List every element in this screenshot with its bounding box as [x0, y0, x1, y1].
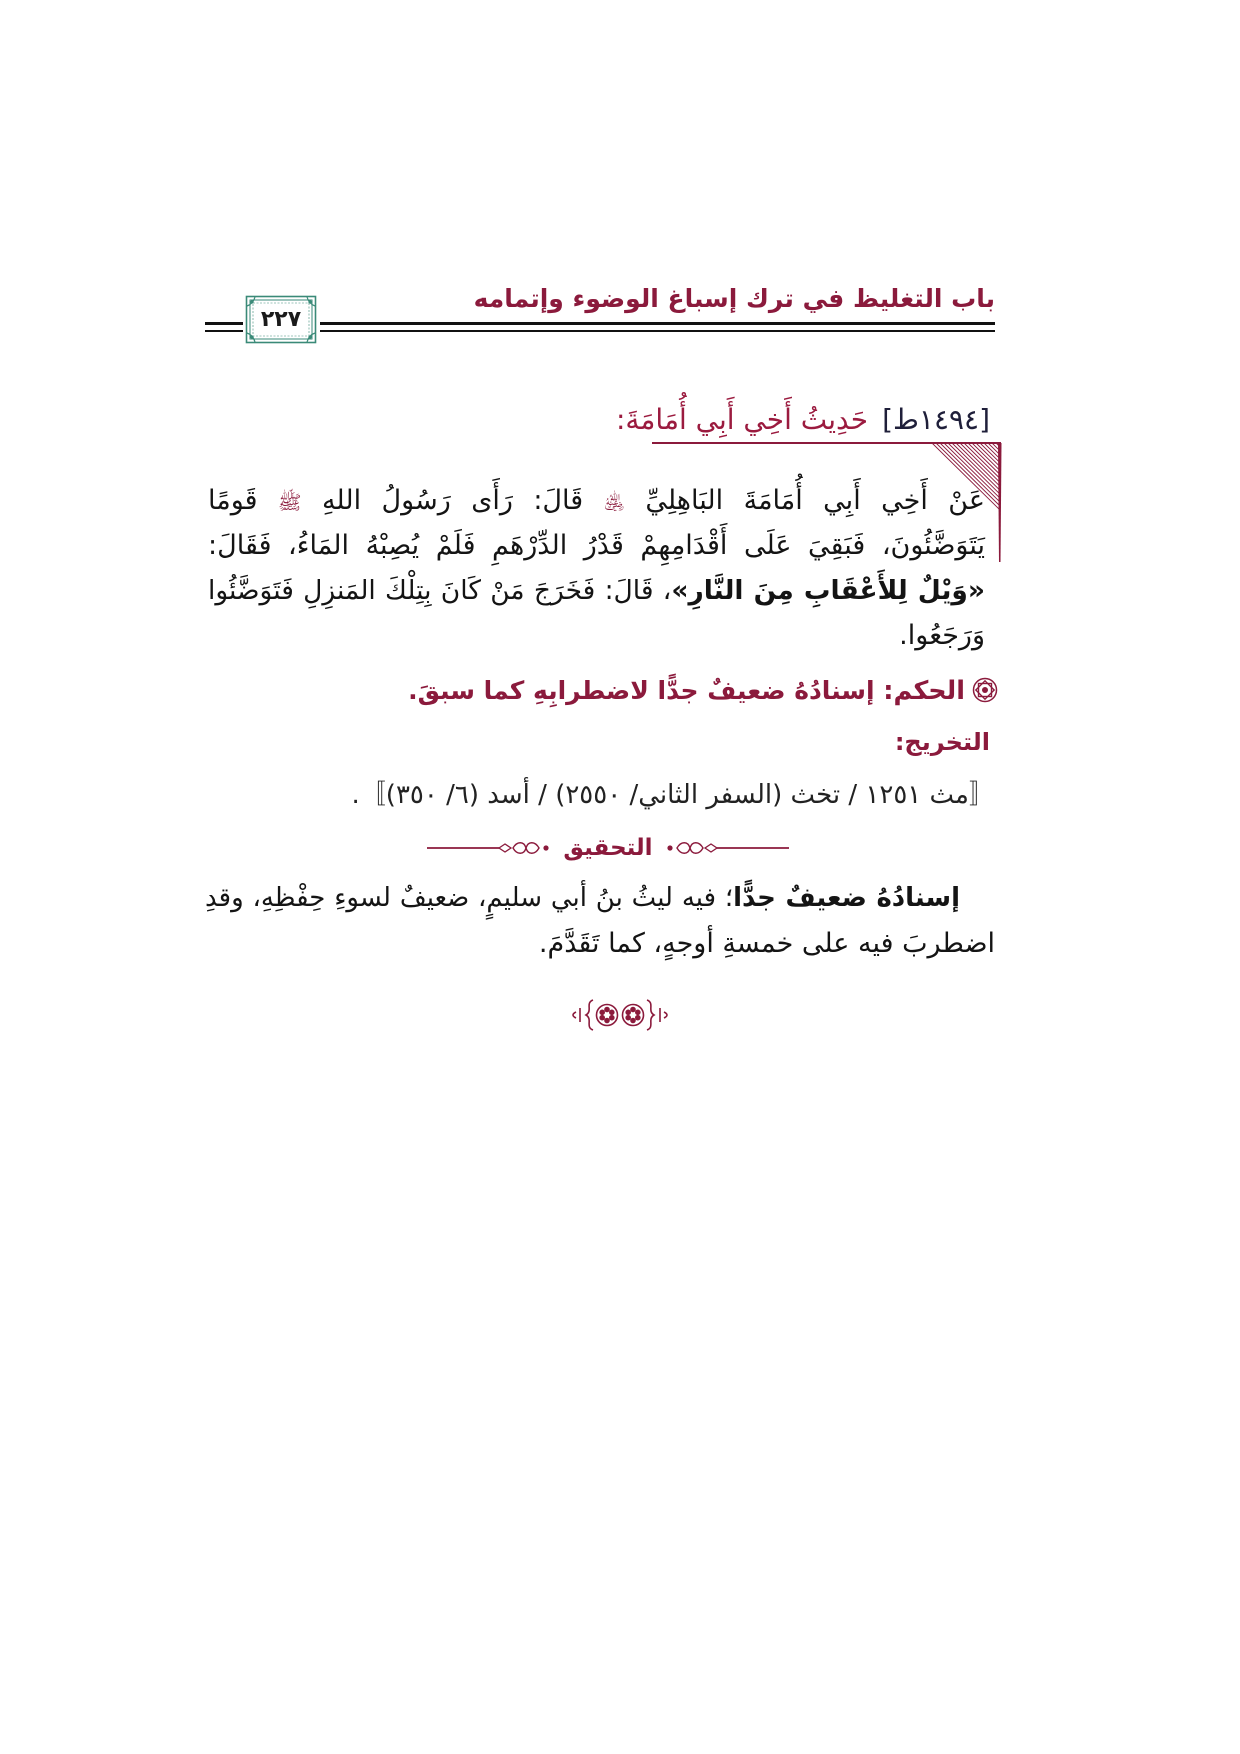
tahqiq-verdict: إسنادُهُ ضعيفٌ جدًّا	[733, 883, 960, 913]
hadith-text-segment: قَالَ: رَأَى رَسُولُ اللهِ	[321, 485, 584, 516]
tahqiq-text-segment: ؛ فيه ليثُ بنُ أبي سليمٍ، ضعيفٌ لسوءِ حِفْظِهِ، وقدِ	[205, 883, 734, 913]
ruling-label: الحكم:	[883, 676, 965, 706]
header-rule-left-thin	[205, 330, 243, 332]
hadith-title: حَدِيثُ أَخِي أَبِي أُمَامَةَ:	[615, 403, 869, 436]
salawat-honorific: ﷺ	[278, 491, 302, 514]
hadith-line-4: وَرَجَعُوا.	[899, 620, 985, 651]
ruling-text: إسنادُهُ ضعيفٌ جدًّا لاضطرابِهِ كما سبقَ.	[408, 676, 875, 705]
divider-flourish-right-icon	[659, 837, 789, 859]
takhrij-references: 〚مث ١٢٥١ / تخث (السفر الثاني/ ٢٥٥٠) / أسد (٦/ ٣٥٠)〛.	[351, 780, 995, 810]
tahqiq-line-2: اضطربَ فيه على خمسةِ أوجهٍ، كما تَقَدَّمَ.	[538, 928, 995, 959]
takhrij-label: التخريج:	[894, 728, 990, 756]
hadith-number: [١٤٩٤ط]	[882, 403, 990, 436]
hadith-line-1	[208, 478, 985, 525]
header-rule-right-thick	[320, 322, 995, 325]
prophetic-saying: «وَيْلٌ لِلأَعْقَابِ مِنَ النَّارِ»	[671, 575, 985, 606]
running-header-title: باب التغليظ في ترك إسباغ الوضوء وإتمامه	[473, 284, 995, 313]
radiyallahu-anhu-honorific: ﵁	[603, 491, 625, 514]
tahqiq-heading: التحقيق	[563, 835, 653, 861]
ruling	[408, 668, 965, 714]
hadith-text-segment: عَنْ أَخِي أَبِي أُمَامَةَ البَاهِلِيِّ	[645, 485, 985, 516]
header-rule-left-thick	[205, 322, 243, 325]
tahqiq-divider	[412, 826, 804, 870]
hadith-line-2: يَتَوَضَّئُونَ، فَبَقِيَ عَلَى أَقْدَامِهِمْ قَدْرُ الدِّرْهَمِ فَلَمْ يُصِبْهُ المَاءُ، فَقَالَ:	[208, 530, 985, 561]
tahqiq-line-1	[205, 876, 960, 921]
floral-end-ornament-icon	[556, 995, 684, 1035]
page-number: ٢٢٧	[260, 307, 302, 332]
hadith-line-3	[208, 568, 985, 613]
rub-el-hizb-icon	[972, 677, 998, 703]
header-rule-right-thin	[320, 330, 995, 332]
hadith-text-segment: ، قَالَ: فَخَرَجَ مَنْ كَانَ بِتِلْكَ المَنزِلِ فَتَوَضَّئُوا	[208, 575, 672, 606]
hadith-heading	[616, 397, 990, 443]
hadith-text-segment: قَومًا	[208, 485, 258, 516]
divider-flourish-left-icon	[427, 837, 557, 859]
